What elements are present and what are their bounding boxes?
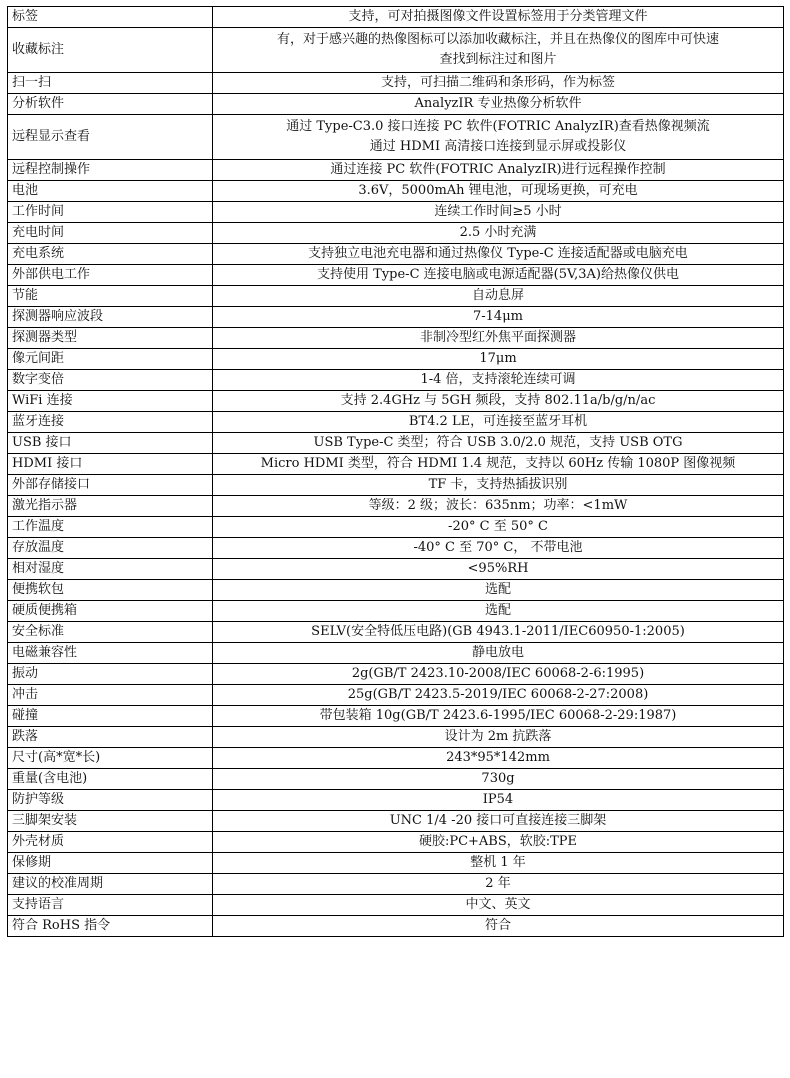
spec-value [213,559,784,580]
spec-value [213,685,784,706]
spec-label: 外部存储接口 [8,475,213,496]
spec-value-line: IP54 [482,792,514,807]
spec-value-line: 支持，可扫描二维码和条形码，作为标签 [380,75,615,90]
spec-value-line: 连续工作时间≥5 小时 [434,204,562,219]
spec-row [8,832,784,853]
spec-value-line: 7-14μm [473,309,523,324]
spec-value [213,853,784,874]
spec-value [213,412,784,433]
spec-row [8,328,784,349]
spec-label: 外壳材质 [8,832,213,853]
spec-value [213,517,784,538]
spec-value-line: 非制冷型红外焦平面探测器 [419,330,576,345]
spec-value-line: 支持，可对拍摄图像文件设置标签用于分类管理文件 [348,9,648,24]
spec-table [7,6,784,937]
spec-value [213,73,784,94]
spec-value [213,265,784,286]
spec-label: USB 接口 [8,433,213,454]
spec-label: 跌落 [8,727,213,748]
spec-value [213,769,784,790]
spec-row [8,496,784,517]
spec-label: 符合 RoHS 指令 [8,916,213,937]
spec-row [8,160,784,181]
spec-label: HDMI 接口 [8,454,213,475]
spec-value [213,895,784,916]
spec-label: 充电时间 [8,223,213,244]
spec-label: 像元间距 [8,349,213,370]
spec-value [213,181,784,202]
spec-label: 工作时间 [8,202,213,223]
spec-label: 远程控制操作 [8,160,213,181]
spec-value-line: 243*95*142mm [446,750,550,765]
spec-value [213,391,784,412]
spec-label: 相对湿度 [8,559,213,580]
spec-value-line: 支持使用 Type-C 连接电脑或电源适配器(5V,3A)给热像仪供电 [317,267,679,282]
spec-value-line: 2 年 [485,876,511,891]
spec-value-line: 17μm [479,351,517,366]
spec-label: 标签 [8,7,213,28]
spec-value [213,580,784,601]
spec-label: WiFi 连接 [8,391,213,412]
spec-value [213,643,784,664]
spec-label: 扫一扫 [8,73,213,94]
spec-value-line: 1-4 倍，支持滚轮连续可调 [420,372,576,387]
spec-label: 工作温度 [8,517,213,538]
spec-table-body [8,7,784,937]
spec-row [8,811,784,832]
spec-row [8,559,784,580]
spec-value-line: 25g(GB/T 2423.5-2019/IEC 60068-2-27:2008) [347,687,649,702]
spec-value [213,706,784,727]
spec-value-line: SELV(安全特低压电路)(GB 4943.1-2011/IEC60950-1:2005) [311,624,685,639]
spec-value [213,349,784,370]
spec-row [8,181,784,202]
spec-label: 探测器类型 [8,328,213,349]
spec-row [8,748,784,769]
spec-row [8,895,784,916]
spec-row [8,685,784,706]
spec-row [8,115,784,160]
spec-value [213,916,784,937]
spec-value [213,727,784,748]
spec-value-line: 2.5 小时充满 [459,225,537,240]
spec-row [8,202,784,223]
spec-row [8,580,784,601]
spec-value [213,622,784,643]
spec-label: 建议的校准周期 [8,874,213,895]
spec-value [213,115,784,160]
spec-row [8,790,784,811]
spec-value-line: 支持 2.4GHz 与 5GH 频段，支持 802.11a/b/g/n/ac [340,393,656,408]
spec-label: 振动 [8,664,213,685]
spec-value [213,496,784,517]
spec-row [8,853,784,874]
spec-value-line: -20° C 至 50° C [448,519,548,534]
spec-label: 冲击 [8,685,213,706]
spec-row [8,73,784,94]
spec-value-line: 查找到标注过和图片 [439,52,557,67]
spec-row [8,643,784,664]
spec-label: 尺寸(高*宽*长) [8,748,213,769]
spec-value-line: 符合 [484,918,511,933]
spec-value-line: TF 卡，支持热插拔识别 [428,477,568,492]
spec-row [8,664,784,685]
spec-label: 便携软包 [8,580,213,601]
spec-value [213,475,784,496]
spec-value-line: 选配 [484,603,511,618]
spec-value [213,370,784,391]
spec-row [8,454,784,475]
spec-value-line: 3.6V，5000mAh 锂电池，可现场更换，可充电 [358,183,638,198]
spec-value-line: 中文、英文 [465,897,531,912]
spec-label: 保修期 [8,853,213,874]
spec-value [213,748,784,769]
spec-row [8,538,784,559]
spec-row [8,622,784,643]
spec-value-line: <95%RH [467,561,529,576]
spec-value [213,28,784,73]
spec-row [8,433,784,454]
spec-row [8,265,784,286]
spec-label: 防护等级 [8,790,213,811]
spec-value-line: 730g [481,771,515,786]
spec-value-line: 自动息屏 [471,288,524,303]
spec-value [213,454,784,475]
spec-row [8,517,784,538]
spec-label: 探测器响应波段 [8,307,213,328]
spec-row [8,601,784,622]
spec-value-line: 硬胶:PC+ABS，软胶:TPE [418,834,578,849]
spec-value-line: 有，对于感兴趣的热像图标可以添加收藏标注，并且在热像仪的图库中可快速 [276,32,719,47]
spec-row [8,370,784,391]
spec-label: 安全标准 [8,622,213,643]
spec-value [213,286,784,307]
spec-label: 存放温度 [8,538,213,559]
spec-value-line: 选配 [484,582,511,597]
spec-label: 支持语言 [8,895,213,916]
spec-value [213,832,784,853]
spec-label: 节能 [8,286,213,307]
spec-value [213,307,784,328]
spec-value [213,790,784,811]
spec-value [213,811,784,832]
spec-row [8,94,784,115]
spec-value-line: 通过连接 PC 软件(FOTRIC AnalyzIR)进行远程操作控制 [330,162,666,177]
spec-value-line: 支持独立电池充电器和通过热像仪 Type-C 连接适配器或电脑充电 [308,246,688,261]
spec-value [213,874,784,895]
spec-value-line: USB Type-C 类型；符合 USB 3.0/2.0 规范，支持 USB OTG [313,435,683,450]
spec-label: 充电系统 [8,244,213,265]
spec-value-line: 静电放电 [471,645,524,660]
spec-value [213,328,784,349]
spec-row [8,223,784,244]
spec-value-line: 带包装箱 10g(GB/T 2423.6-1995/IEC 60068-2-29:1987) [319,708,677,723]
spec-label: 收藏标注 [8,28,213,73]
spec-label: 硬质便携箱 [8,601,213,622]
spec-row [8,412,784,433]
spec-row [8,769,784,790]
spec-value [213,202,784,223]
spec-label: 激光指示器 [8,496,213,517]
spec-row [8,874,784,895]
spec-value [213,664,784,685]
spec-row [8,475,784,496]
spec-value-line: 通过 HDMI 高清接口连接到显示屏或投影仪 [369,139,627,154]
spec-value-line: BT4.2 LE，可连接至蓝牙耳机 [408,414,588,429]
spec-row [8,244,784,265]
spec-label: 碰撞 [8,706,213,727]
spec-value-line: Micro HDMI 类型，符合 HDMI 1.4 规范，支持以 60Hz 传输 1080P 图像视频 [260,456,736,471]
spec-label: 数字变倍 [8,370,213,391]
spec-value-line: 设计为 2m 抗跌落 [444,729,552,744]
spec-value-line: UNC 1/4 -20 接口可直接连接三脚架 [389,813,607,828]
spec-row [8,727,784,748]
spec-value [213,7,784,28]
spec-row [8,391,784,412]
spec-value-line: AnalyzIR 专业热像分析软件 [414,96,582,111]
spec-table-container [7,6,784,937]
spec-value [213,223,784,244]
spec-value [213,433,784,454]
spec-row [8,916,784,937]
spec-row [8,349,784,370]
spec-label: 电磁兼容性 [8,643,213,664]
spec-value [213,94,784,115]
spec-value-line: 通过 Type-C3.0 接口连接 PC 软件(FOTRIC AnalyzIR)查看热像视频流 [286,119,710,134]
spec-label: 分析软件 [8,94,213,115]
spec-row [8,706,784,727]
spec-row [8,307,784,328]
spec-label: 外部供电工作 [8,265,213,286]
spec-label: 电池 [8,181,213,202]
spec-label: 三脚架安装 [8,811,213,832]
spec-row [8,28,784,73]
spec-row [8,7,784,28]
spec-value [213,244,784,265]
spec-value-line: 整机 1 年 [470,855,526,870]
spec-value [213,160,784,181]
spec-row [8,286,784,307]
spec-label: 蓝牙连接 [8,412,213,433]
spec-label: 远程显示查看 [8,115,213,160]
spec-value-line: 等级：2 级；波长：635nm；功率：<1mW [368,498,628,513]
spec-value-line: -40° C 至 70° C， 不带电池 [413,540,583,555]
spec-label: 重量(含电池) [8,769,213,790]
spec-value-line: 2g(GB/T 2423.10-2008/IEC 60068-2-6:1995) [351,666,645,681]
spec-value [213,601,784,622]
spec-value [213,538,784,559]
